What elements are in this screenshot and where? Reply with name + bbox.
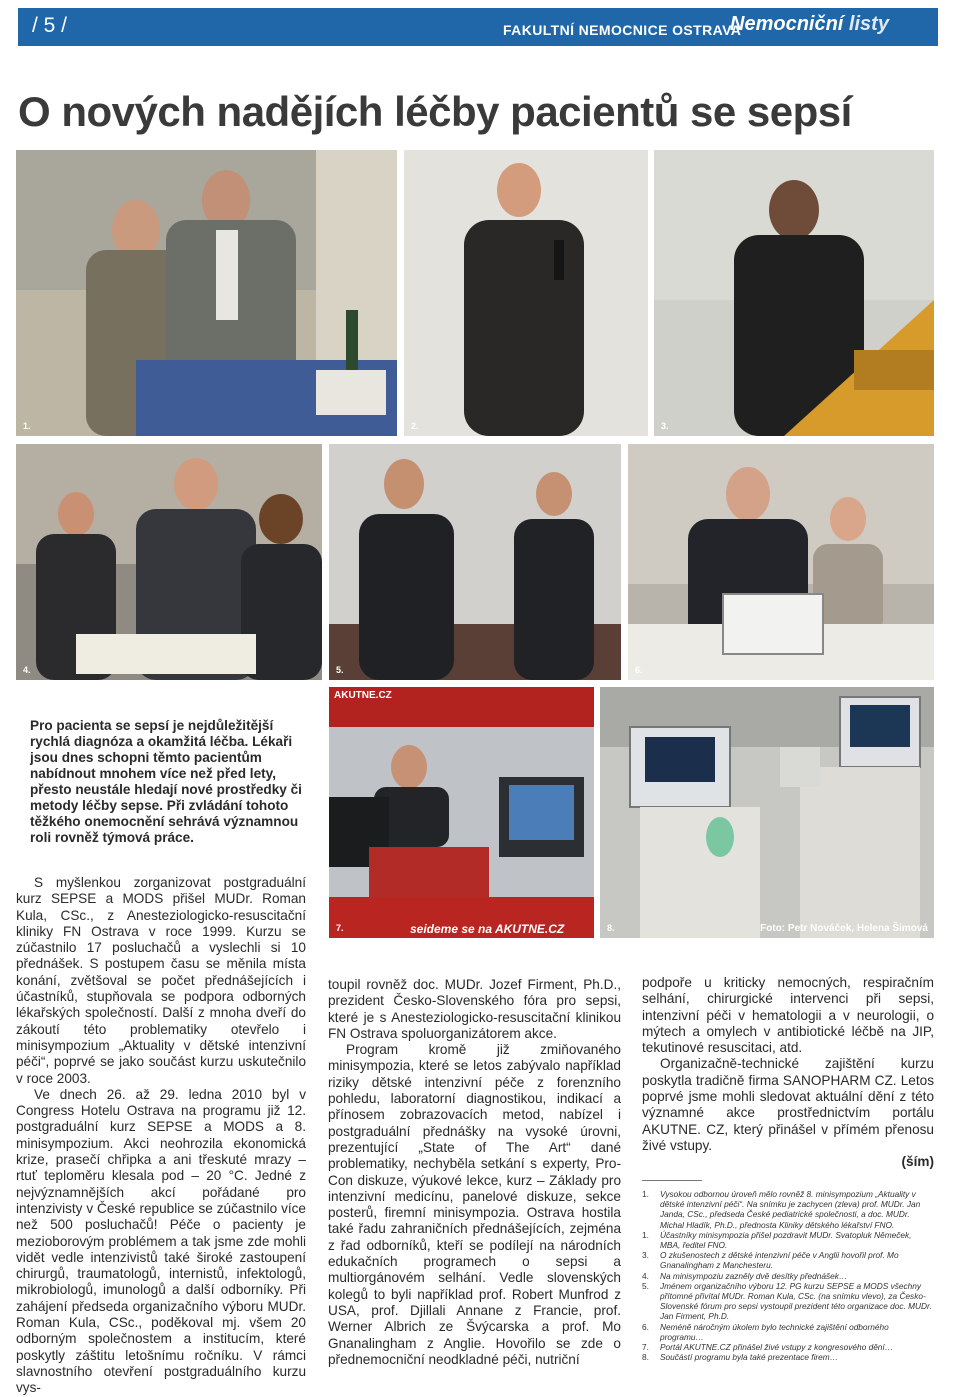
photo-label: 4. [23, 665, 31, 675]
photo-5 [329, 444, 621, 680]
paragraph: Program kromě již zmiňovaného minisympozia, které se letos zabývalo například riziky dětské intenzivní péče z forenzního pohledu, laboratorní diagnostikou, indikací a přínosem zobrazovacích metod, nabízel i postgraduální přednášky na vysoké úrovni, prezentující „State of The Art“ dané problematiky, nechyběla setkání s experty, Pro-Con diskuze, výukové lekce, kurz – Základy pro intenzivní medicínu, panelové diskuze, sekce posterů, firemní minisympozia. Ostrava hostila také řadu zahraničních přednášejících, zejména z řad odborníků, kteří se podílejí na národních edukačních programech o sepsi a multiorgánovém selhání. Vedle slovenských kolegů to byli například prof. Robert Munfrod z USA, prof. Djillali Annane z Francie, prof. Werner Albrich ze Švýcarska a prof. Mo Gnanalingham z Anglie. Hovořilo se zde o přednemocniční neodkladné péči, nutriční [328, 1042, 621, 1367]
hospital-name: FAKULTNÍ NEMOCNICE OSTRAVA [503, 22, 742, 38]
photo-8 [600, 687, 934, 938]
paragraph: podpoře u kriticky nemocných, respiračním selhání, chirurgické intervenci při sepsi, intenzivní péči v hematologii a v neurologii, o mýtech a omylech v antibiotické léčbě na JIP, tekutinové resuscitaci, atd. [642, 975, 934, 1056]
caption-number: 4. [642, 1270, 649, 1281]
caption-item [642, 1271, 934, 1281]
newspaper-logo-bold: Nemocniční [730, 13, 844, 35]
photo-captions [642, 1189, 934, 1362]
paragraph: toupil rovněž doc. MUDr. Jozef Firment, Ph.D., prezident Česko-Slovenského fóra pro sepsi, které je s Anesteziologicko-resuscitační klinikou FN Ostrava spoluorganizátorem akce. [328, 977, 621, 1041]
photo-credit: Foto: Petr Nováček, Helena Šimová [760, 923, 928, 934]
photo-label: 7. [336, 923, 344, 933]
newspaper-logo [730, 13, 889, 36]
photo-label: 8. [607, 923, 615, 933]
caption-number: 7. [642, 1342, 649, 1353]
banner-top-text: AKUTNE.CZ [334, 690, 392, 701]
caption-number: 6. [642, 1321, 649, 1332]
page-number: / 5 / [32, 14, 68, 37]
paragraph: Organizačně-technické zajištění kurzu poskytla tradičně firma SANOPHARM CZ. Letos poprvé jsme mohli sledovat aktuální dění z této významné akce prostřednictvím portálu AKUTNE. CZ, který přinášel v přímém přenosu živé vstupy. [642, 1056, 934, 1153]
newspaper-logo-light: listy [848, 13, 889, 35]
caption-item [642, 1250, 934, 1270]
photo-label: 5. [336, 665, 344, 675]
photo-label: 6. [635, 665, 643, 675]
article-headline: O nových nadějích léčby pacientů se sepsí [18, 88, 852, 135]
text-column-2 [328, 977, 621, 1368]
caption-text: Neméně náročným úkolem bylo technické zajištění odborného programu… [660, 1321, 889, 1342]
photo-2 [404, 150, 648, 436]
masthead-band [18, 8, 938, 46]
footnote-divider [642, 1180, 702, 1181]
photo-3 [654, 150, 934, 436]
text-column-3 [642, 975, 934, 1171]
photo-label: 1. [23, 421, 31, 431]
caption-number: 1. [642, 1189, 649, 1199]
photo-label: 2. [411, 421, 419, 431]
text-column-1 [16, 875, 306, 1397]
caption-number: 5. [642, 1280, 649, 1291]
caption-item [642, 1352, 934, 1362]
paragraph: S myšlenkou zorganizovat postgraduální kurz SEPSE a MODS přišel MUDr. Roman Kula, CSc., z Anesteziologicko-resuscitační kliniky FN Ostrava v roce 1999. Kurzu se zúčastnilo 17 posluchačů a vyslechli si 10 přednášek. S postupem času se měnila místa konání, zvětšoval se počet přednášejících i účastníků, stupňovala se podpora odborných lékařských společností. Další z mnoha dveří do zákoutí této problematiky otevřelo i minisympozium „Aktuality v dětské intenzivní péči“, poprvé se jako součást kurzu uskutečnilo v roce 2003. [16, 875, 306, 1086]
caption-number: 8. [642, 1352, 649, 1363]
author-signature: (ším) [901, 1154, 934, 1170]
caption-number: 1. [642, 1229, 649, 1240]
caption-text: Vysokou odbornou úroveň mělo rovněž 8. minisympozium „Aktuality v dětské intenzivní péči“. Na snímku je zachycen (zleva) prof. MUDr. Jan Janda, CSc., předseda České pediatrické společnosti, a doc. MUDr. Michal Hladík, Ph.D., přednosta Kliniky dětského lékařství FNO. [660, 1189, 921, 1230]
photo-1 [16, 150, 397, 436]
caption-item [642, 1322, 934, 1342]
photo-7 [329, 687, 594, 938]
caption-text: Na minisympoziu zazněly dvě desítky přednášek… [660, 1270, 848, 1281]
caption-text: Součástí programu byla také prezentace firem… [660, 1352, 839, 1363]
photo-6 [628, 444, 934, 680]
caption-item [642, 1342, 934, 1352]
caption-item [642, 1281, 934, 1322]
photo-label: 3. [661, 421, 669, 431]
caption-text: Účastníky minisympozia přišel pozdravit MUDr. Svatopluk Němeček, MBA, ředitel FNO. [660, 1229, 912, 1251]
banner-text: seideme se na AKUTNE.CZ [410, 922, 565, 936]
paragraph: Ve dnech 26. až 29. ledna 2010 byl v Congress Hotelu Ostrava na programu již 12. postgraduální kurz SEPSE a MODS a 8. minisympozium. Akci neohrozila ekonomická krize, prasečí chřipka a ani třeskuté mrazy – rtuť teploměru klesala pod – 20 °C. Jedné z nejvýznamnějších akcí pořádané pro intenzivisty v České republice se zúčastnilo více než 500 posluchačů! Péče o pacienty je mezioborovým problémem a tak jsme zde mohli vidět vedle intenzivistů také široké zastoupení chirurgů, traumatologů, internistů, infektologů, mikrobiologů, imunologů a další odborníky. Při zahájení předseda organizačního výboru MUDr. Roman Kula, CSc., poděkoval mj. všem 20 odborným společnostem a institucím, které poskytly záštitu letošnímu ročníku. V rámci slavnostního otevření postgraduálního kurzu vys- [16, 1086, 306, 1396]
caption-text: Portál AKUTNE.CZ přinášel živé vstupy z kongresového dění… [660, 1342, 894, 1353]
caption-item [642, 1230, 934, 1250]
article-lead: Pro pacienta se sepsí je nejdůležitější rychlá diagnóza a okamžitá léčba. Lékaři jsou dnes schopni těmto pacientům nabídnout mnohem více než před lety, přesto neustále hledají nové prostředky či metody léčby sepse. Při zvládání tohoto těžkého onemocnění sehrává významnou roli rovněž týmová práce. [30, 718, 302, 845]
caption-text: O zkušenostech z dětské intenzivní péče v Anglii hovořil prof. Mo Gnanalingham z Manchesteru. [660, 1250, 899, 1271]
caption-number: 3. [642, 1250, 649, 1261]
caption-item [642, 1189, 934, 1230]
caption-text: Jménem organizačního výboru 12. PG kurzu SEPSE a MODS všechny přítomné přivítal MUDr. Roman Kula, CSc. (na snímku vlevo), za Česko-Slovenské fórum pro sepsi vystoupil prezident této organizace doc. MUDr. Jan Firment, Ph.D. [660, 1280, 932, 1322]
photo-4 [16, 444, 322, 680]
